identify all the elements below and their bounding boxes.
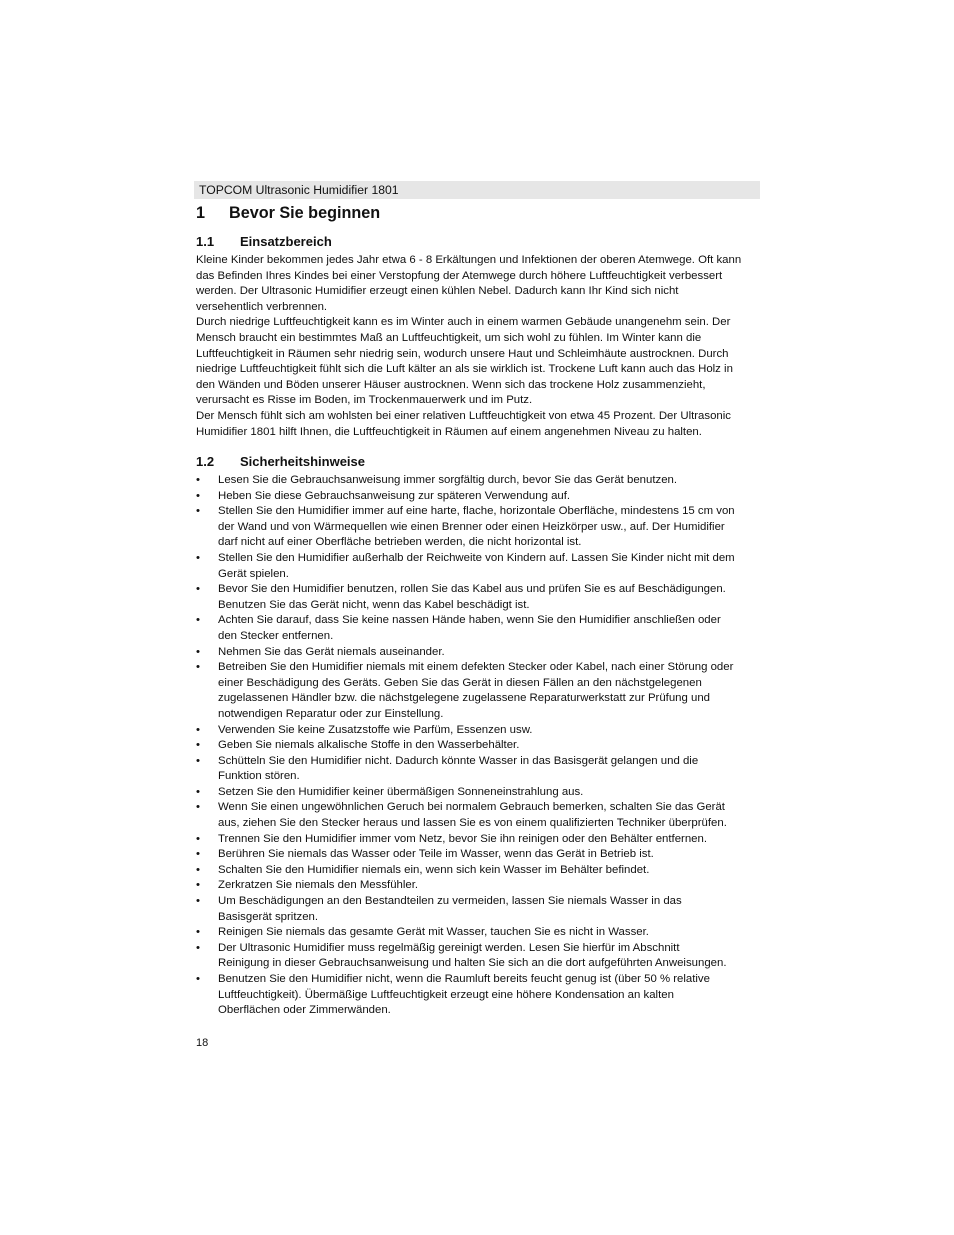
header-title: TOPCOM Ultrasonic Humidifier 1801 [199, 183, 399, 197]
running-header [194, 181, 760, 199]
body-text-line: Humidifier 1801 hilft Ihnen, die Luftfeuchtigkeit in Räumen auf einem angenehmen Niveau zu halten. [196, 425, 702, 438]
list-item [196, 754, 762, 785]
list-item-text: Berühren Sie niemals das Wasser oder Teile im Wasser, wenn das Gerät in Betrieb ist. [218, 848, 654, 861]
list-item [196, 723, 762, 739]
list-item-text: Basisgerät spritzen. [218, 910, 319, 923]
list-item-text: Achten Sie darauf, dass Sie keine nassen Hände haben, wenn Sie den Humidifier anschließen oder [218, 614, 721, 627]
list-item-text: Stellen Sie den Humidifier außerhalb der Reichweite von Kindern auf. Lassen Sie Kinder nicht mit dem [218, 551, 735, 564]
list-item-text: Reinigen Sie niemals das gesamte Gerät mit Wasser, tauchen Sie es nicht in Wasser. [218, 926, 649, 939]
list-item [196, 785, 762, 801]
list-item [196, 847, 762, 863]
safety-bullet-list [196, 473, 762, 1019]
list-item-text: Heben Sie diese Gebrauchsanweisung zur späteren Verwendung auf. [218, 489, 571, 502]
list-item-text: der Wand und von Wärmequellen wie einen Brenner oder einen Heizkörper usw., auf. Der Humidifier [218, 520, 725, 533]
section-1-number: 1 [196, 204, 206, 222]
body-text-line: verursacht es Risse im Boden, im Trockenmauerwerk und im Putz. [196, 394, 533, 407]
body-text-line: werden. Der Ultrasonic Humidifier erzeugt einen kühlen Nebel. Dadurch kann Ihr Kind sich nicht [196, 285, 679, 298]
list-item [196, 738, 762, 754]
list-item [196, 489, 762, 505]
list-item-text: zugelassenen Händler bzw. die nächstgelegene zugelassene Reparaturwerkstatt zur Prüfung und [218, 692, 711, 705]
body-text-line: das Befinden Ihres Kindes bei einer Verstopfung der Atemwege durch höhere Luftfeuchtigkeit verbessert [196, 269, 723, 282]
list-item-text: Nehmen Sie das Gerät niemals auseinander. [218, 645, 445, 658]
list-item-text: einer Beschädigung des Geräts. Geben Sie das Gerät in diesen Fällen an den nächstgelegenen [218, 676, 702, 689]
list-item [196, 894, 762, 925]
list-item-text: Stellen Sie den Humidifier immer auf eine harte, flache, horizontale Oberfläche, mindestens 15 cm von [218, 505, 735, 518]
list-item-text: Reinigung in dieser Gebrauchsanweisung und halten Sie sich an die dort aufgeführten Anweisungen. [218, 957, 727, 970]
list-item-text: Benutzen Sie das Gerät nicht, wenn das Kabel beschädigt ist. [218, 598, 530, 611]
body-text-line: niedrige Luftfeuchtigkeit fühlt sich die Luft kälter an als sie wirklich ist. Trockene Luft kann auch das Holz in [196, 363, 733, 376]
list-item [196, 551, 762, 582]
list-item-text: Setzen Sie den Humidifier keiner übermäßigen Sonneneinstrahlung aus. [218, 785, 584, 798]
section-1-2-title: Sicherheitshinweise [240, 454, 365, 469]
body-text-line: den Wänden und Böden unserer Häuser austrocknen. Wenn sich das trockene Holz zusammenzieht, [196, 378, 706, 391]
list-item [196, 972, 762, 1019]
bullet-icon: • [196, 505, 200, 518]
list-item [196, 645, 762, 661]
list-item [196, 941, 762, 972]
bullet-icon: • [196, 583, 200, 596]
section-1-1-number: 1.1 [196, 234, 215, 249]
bullet-icon: • [196, 832, 200, 845]
list-item-text: Um Beschädigungen an den Bestandteilen zu vermeiden, lassen Sie niemals Wasser in das [218, 895, 682, 908]
section-1-heading [196, 203, 380, 223]
list-item-text: darf nicht auf einer Oberfläche betrieben werden, die nicht horizontal ist. [218, 536, 582, 549]
list-item [196, 504, 762, 551]
bullet-icon: • [196, 551, 200, 564]
list-item-text: Wenn Sie einen ungewöhnlichen Geruch bei normalem Gebrauch bemerken, schalten Sie das Gerät [218, 801, 725, 814]
section-1-1-heading [196, 234, 332, 250]
bullet-icon: • [196, 661, 200, 674]
bullet-icon: • [196, 926, 200, 939]
list-item-text: Trennen Sie den Humidifier immer vom Netz, bevor Sie ihn reinigen oder den Behälter entfernen. [218, 832, 707, 845]
body-text-line: versehentlich verbrennen. [196, 300, 328, 313]
list-item [196, 800, 762, 831]
list-item-text: Luftfeuchtigkeit). Übermäßige Luftfeuchtigkeit erzeugt eine höhere Kondensation an kalten [218, 988, 674, 1001]
list-item-text: Geben Sie niemals alkalische Stoffe in den Wasserbehälter. [218, 739, 520, 752]
list-item-text: Zerkratzen Sie niemals den Messfühler. [218, 879, 419, 892]
list-item [196, 582, 762, 613]
list-item-text: Gerät spielen. [218, 567, 289, 580]
list-item-text: den Stecker entfernen. [218, 629, 334, 642]
bullet-icon: • [196, 879, 200, 892]
bullet-icon: • [196, 723, 200, 736]
list-item [196, 878, 762, 894]
bullet-icon: • [196, 973, 200, 985]
page-number: 18 [196, 1037, 209, 1049]
body-text-line: Durch niedrige Luftfeuchtigkeit kann es im Winter auch in einem warmen Gebäude unangenehm sein. Der [196, 316, 731, 329]
list-item-text: aus, ziehen Sie den Stecker heraus und lassen Sie es von einem qualifizierten Techniker überprüfen. [218, 817, 727, 830]
bullet-icon: • [196, 941, 200, 954]
list-item-text: Lesen Sie die Gebrauchsanweisung immer sorgfältig durch, bevor Sie das Gerät benutzen. [218, 474, 678, 486]
bullet-icon: • [196, 801, 200, 814]
section-1-2-number: 1.2 [196, 454, 215, 469]
list-item-text: Schütteln Sie den Humidifier nicht. Dadurch könnte Wasser in das Basisgerät gelangen und die [218, 754, 699, 767]
list-item-text: Betreiben Sie den Humidifier niemals mit einem defekten Stecker oder Kabel, nach einer Störung oder [218, 661, 734, 674]
bullet-icon: • [196, 754, 200, 767]
list-item-text: Oberflächen oder Zimmerwänden. [218, 1004, 391, 1017]
bullet-icon: • [196, 739, 200, 752]
list-item [196, 473, 762, 489]
list-item [196, 832, 762, 848]
body-text-line: Mensch braucht ein bestimmtes Maß an Luftfeuchtigkeit, um sich wohl zu fühlen. Im Winter kann die [196, 331, 702, 344]
body-text-line: Kleine Kinder bekommen jedes Jahr etwa 6 - 8 Erkältungen und Infektionen der oberen Atemwege. Oft kann [196, 254, 742, 266]
section-1-1-title: Einsatzbereich [240, 234, 332, 249]
bullet-icon: • [196, 863, 200, 876]
list-item-text: Benutzen Sie den Humidifier nicht, wenn die Raumluft bereits feucht genug ist (über 50 % relative [218, 973, 710, 985]
list-item [196, 925, 762, 941]
bullet-icon: • [196, 474, 200, 486]
list-item-text: Der Ultrasonic Humidifier muss regelmäßig gereinigt werden. Lesen Sie hierfür im Abschnitt [218, 941, 680, 954]
bullet-icon: • [196, 895, 200, 908]
list-item [196, 863, 762, 879]
bullet-icon: • [196, 785, 200, 798]
section-1-1-body [196, 253, 741, 440]
section-1-title: Bevor Sie beginnen [229, 204, 381, 222]
list-item-text: Bevor Sie den Humidifier benutzen, rollen Sie das Kabel aus und prüfen Sie es auf Beschädigungen. [218, 583, 726, 596]
list-item-text: Funktion stören. [218, 770, 300, 783]
bullet-icon: • [196, 848, 200, 861]
bullet-icon: • [196, 489, 200, 502]
list-item-text: Schalten Sie den Humidifier niemals ein, wenn sich kein Wasser im Behälter befindet. [218, 863, 650, 876]
body-text-line: Luftfeuchtigkeit in Räumen sehr niedrig sein, wodurch unsere Haut und Schleimhäute austrocknen. Durch [196, 347, 729, 360]
list-item [196, 613, 762, 644]
list-item-text: Verwenden Sie keine Zusatzstoffe wie Parfüm, Essenzen usw. [218, 723, 533, 736]
bullet-icon: • [196, 614, 200, 627]
section-1-2-heading [196, 454, 365, 470]
body-text-line: Der Mensch fühlt sich am wohlsten bei einer relativen Luftfeuchtigkeit von etwa 45 Prozent. Der Ultrasonic [196, 409, 731, 422]
list-item [196, 660, 762, 722]
list-item-text: notwendigen Reparatur oder zur Einstellung. [218, 707, 444, 720]
bullet-icon: • [196, 645, 200, 658]
